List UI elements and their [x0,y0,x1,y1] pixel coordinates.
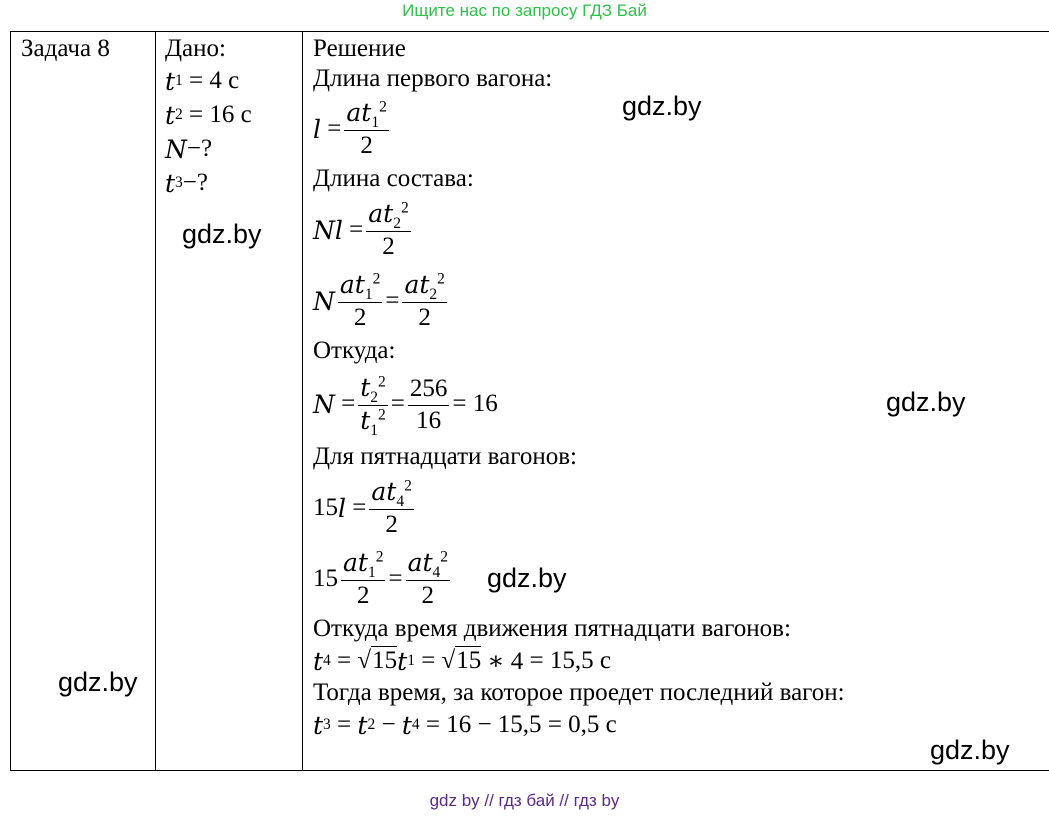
eq-n-value: N = $\frac{t_2^2}{t_1^2}$ = $\frac{256}{16}$ = 16 [313,372,498,439]
watermark-2: gdz.by [182,219,262,249]
given-t2: t 2 = 16 с [165,100,252,130]
solution-text-4: Для пятнадцати вагонов: [313,443,577,470]
eq-n-ratio: N $\frac{at_1^2}{2}$ = $\frac{at_2^2}{2}$ [313,270,445,331]
given-cell [156,32,303,771]
solution-text-2: Длина состава: [313,165,474,192]
eq-15-ratio: 15 $\frac{at_1^2}{2}$ = $\frac{at_4^2}{2}$ [313,548,449,609]
eq-15l: 15 l = $\frac{at_4^2}{2}$ [313,477,412,538]
given-t1: t 1 = 4 с [165,66,240,96]
task-cell [11,32,156,771]
given-t3: t 3 −? [165,168,208,198]
eq-t3: t 3 = t 2 − t 4 = 16 − 15,5 = 0,5 с [313,710,617,740]
footer: gdz by // гдз бай // гдз by [429,791,620,810]
solution-text-6: Тогда время, за которое проедет последний вагон: [313,679,845,706]
eq-t4: t 4 = √15 t 1 = √15 ∗ 4 = 15,5 с [313,646,611,676]
watermark-1: gdz.by [622,91,702,121]
top-banner: Ищите нас по запросу ГДЗ Бай [402,1,647,20]
watermark-4: gdz.by [487,563,567,593]
task-label: Задача 8 [21,35,110,62]
solution-heading: Решение [313,35,406,62]
eq-nl: Nl = $\frac{at_2^2}{2}$ [313,199,409,260]
solution-text-5: Откуда время движения пятнадцати вагонов: [313,615,791,642]
watermark-6: gdz.by [930,735,1010,765]
given-heading: Дано: [165,35,226,62]
watermark-5: gdz.by [58,667,138,697]
solution-text-1: Длина первого вагона: [313,65,553,92]
solution-text-3: Откуда: [313,337,396,364]
eq-l: l = $\frac{at_1^2}{2}$ [313,98,387,159]
watermark-3: gdz.by [886,387,966,417]
given-n: N −? [165,134,213,164]
